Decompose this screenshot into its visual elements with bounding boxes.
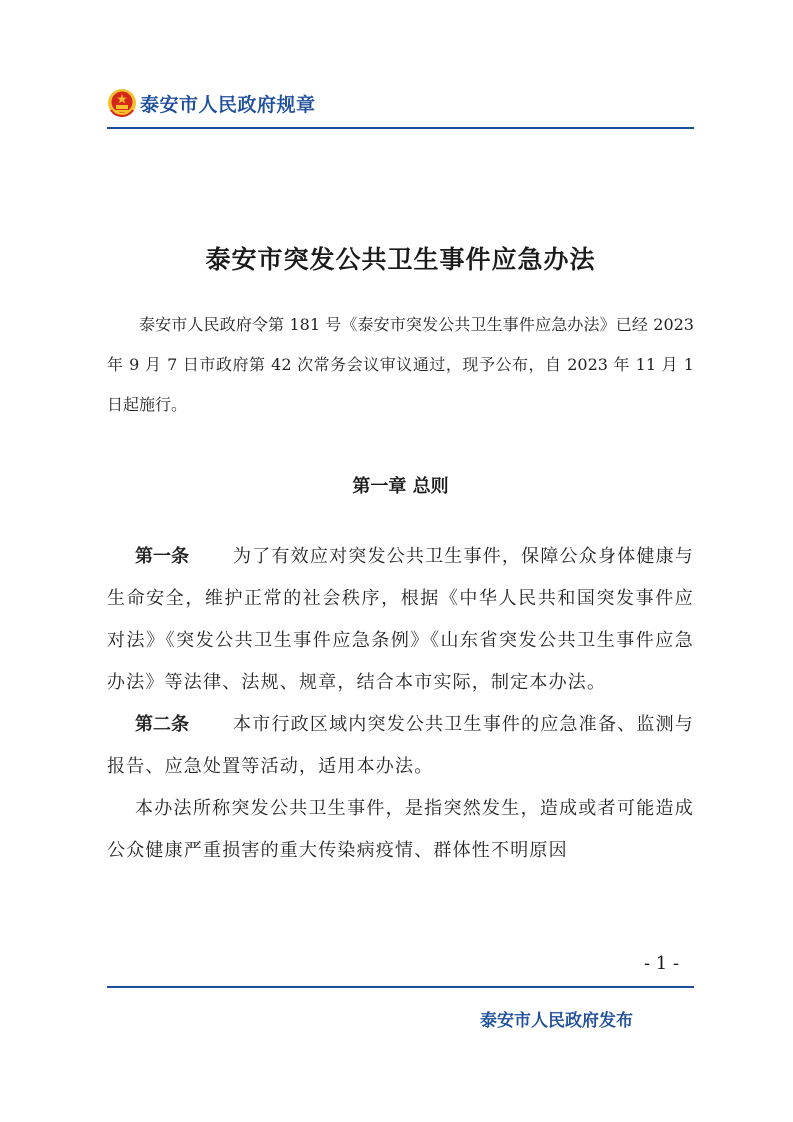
page-header <box>107 86 316 120</box>
header-divider <box>107 127 694 129</box>
publisher-label: 泰安市人民政府发布 <box>480 1011 633 1031</box>
national-emblem-icon <box>107 88 137 118</box>
article-label: 第一条 <box>135 546 190 567</box>
article-paragraph <box>107 536 694 704</box>
article-text: 本市行政区域内突发公共卫生事件的应急准备、监测与报告、应急处置等活动，适用本办法。 <box>107 714 694 777</box>
preamble-paragraph: 泰安市人民政府令第 181 号《泰安市突发公共卫生事件应急办法》已经 2023 年 9 月 7 日市政府第 42 次常务会议审议通过，现予公布，自 2023 年 11 月 1 日起施行。 <box>107 315 694 414</box>
document-title: 泰安市突发公共卫生事件应急办法 <box>205 245 596 274</box>
chapter-heading: 第一章 总则 <box>352 476 449 497</box>
article-text: 为了有效应对突发公共卫生事件，保障公众身体健康与生命安全，维护正常的社会秩序，根据《中华人民共和国突发事件应对法》《突发公共卫生事件应急条例》《山东省突发公共卫生事件应急办法》等法律、法规、规章，结合本市实际，制定本办法。 <box>107 546 694 693</box>
footer-divider <box>107 986 694 988</box>
article-label: 第二条 <box>135 714 190 735</box>
header-title: 泰安市人民政府规章 <box>140 93 316 116</box>
article-list <box>107 536 694 872</box>
continued-paragraph: 本办法所称突发公共卫生事件，是指突然发生，造成或者可能造成公众健康严重损害的重大传染病疫情、群体性不明原因 <box>107 798 694 861</box>
article-paragraph <box>107 704 694 788</box>
page-number: - 1 - <box>644 953 680 974</box>
